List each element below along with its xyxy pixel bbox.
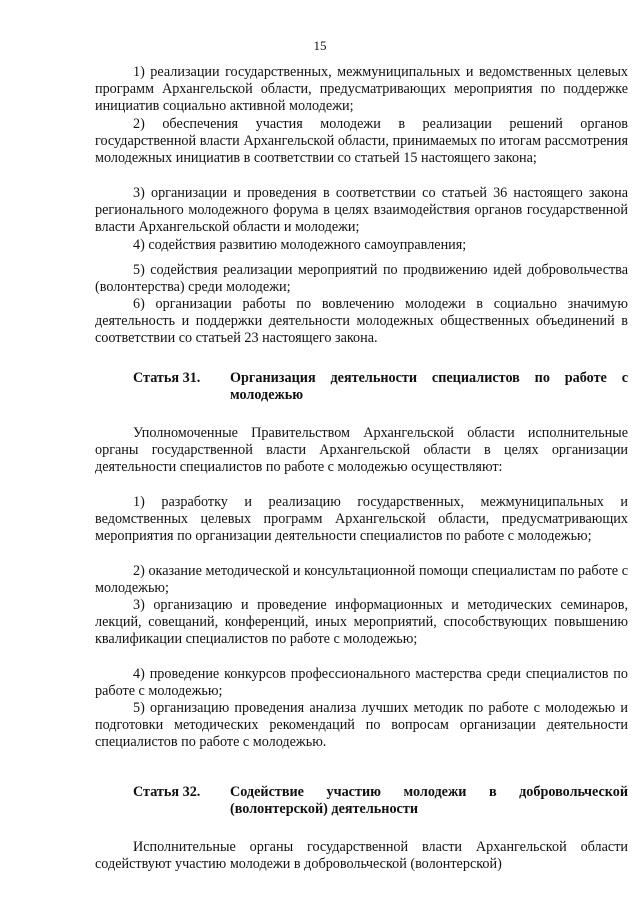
article-intro: Исполнительные органы государственной власти Архангельской области содействуют участию молодежи в добровольческой (волонтерской) (95, 839, 628, 873)
article-number: Статья 31. (133, 370, 201, 386)
list-item: 5) организацию проведения анализа лучших методик по работе с молодежью и подготовки методических рекомендаций по вопросам организации деятельности специалистов по работе с молодежью. (95, 700, 628, 751)
list-item: 6) организации работы по вовлечению молодежи в социально значимую деятельность и поддержки деятельности молодежных общественных объединений в соответствии со статьей 23 настоящего закона. (95, 296, 628, 347)
list-item: 2) оказание методической и консультационной помощи специалистам по работе с молодежью; (95, 563, 628, 597)
article-32-heading (133, 784, 628, 818)
list-item: 4) содействия развитию молодежного самоуправления; (133, 237, 467, 253)
list-item: 1) реализации государственных, межмуниципальных и ведомственных целевых программ Архангельской области, предусматривающих мероприятия по поддержке инициатив социально активной молодежи; (95, 64, 628, 115)
list-item: 1) разработку и реализацию государственных, межмуниципальных и ведомственных целевых программ Архангельской области, предусматривающих мероприятия по организации деятельности специалистов по работе с молодежью; (95, 494, 628, 545)
article-31-heading (133, 370, 628, 404)
list-item: 3) организацию и проведение информационных и методических семинаров, лекций, совещаний, конференций, иных мероприятий, способствующих повышению квалификации специалистов по работе с молодежью; (95, 597, 628, 648)
list-item: 2) обеспечения участия молодежи в реализации решений органов государственной власти Архангельской области, принимаемых по итогам рассмотрения молодежных инициатив в соответствии со статьей 15 настоящего закона; (95, 116, 628, 167)
list-item: 3) организации и проведения в соответствии со статьей 36 настоящего закона регионального молодежного форума в целях взаимодействия органов государственной власти Архангельской области и молодежи; (95, 185, 628, 236)
list-item: 5) содействия реализации мероприятий по продвижению идей добровольчества (волонтерства) среди молодежи; (95, 262, 628, 296)
article-title: Содействие участию молодежи в добровольческой (волонтерской) деятельности (230, 784, 628, 818)
list-item: 4) проведение конкурсов профессионального мастерства среди специалистов по работе с молодежью; (95, 666, 628, 700)
page-number: 15 (313, 38, 327, 53)
article-number: Статья 32. (133, 784, 201, 800)
article-title: Организация деятельности специалистов по работе с молодежью (230, 370, 628, 404)
article-intro: Уполномоченные Правительством Архангельской области исполнительные органы государственной власти Архангельской области в целях организации деятельности специалистов по работе с молодежью осуществляют: (95, 425, 628, 476)
